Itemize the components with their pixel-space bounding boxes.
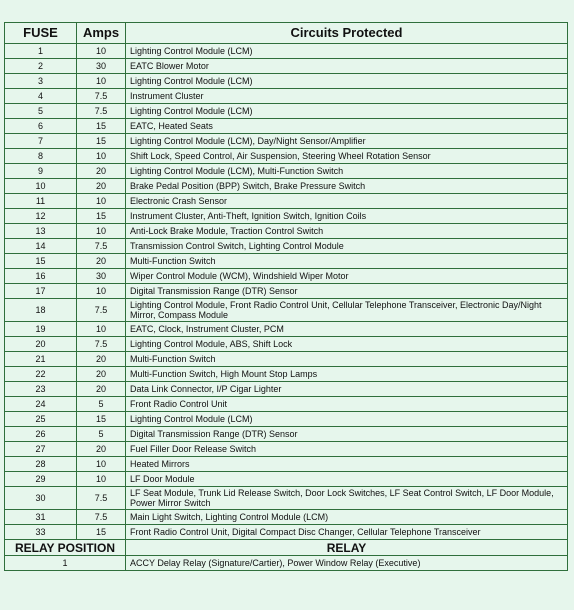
fuse-amps: 7.5	[77, 89, 126, 104]
fuse-number: 9	[5, 164, 77, 179]
fuse-amps: 10	[77, 322, 126, 337]
fuse-amps: 10	[77, 224, 126, 239]
fuse-circuits: Front Radio Control Unit	[126, 397, 568, 412]
fuse-amps: 20	[77, 179, 126, 194]
fuse-amps: 7.5	[77, 239, 126, 254]
fuse-row	[5, 382, 568, 397]
fuse-circuits: EATC, Heated Seats	[126, 119, 568, 134]
fuse-row	[5, 44, 568, 59]
fuse-circuits: Lighting Control Module (LCM)	[126, 412, 568, 427]
fuse-number: 11	[5, 194, 77, 209]
fuse-row	[5, 397, 568, 412]
fuse-amps: 10	[77, 457, 126, 472]
fuse-row	[5, 134, 568, 149]
fuse-amps: 30	[77, 269, 126, 284]
fuse-circuits: Multi-Function Switch, High Mount Stop Lamps	[126, 367, 568, 382]
fuse-amps: 5	[77, 427, 126, 442]
fuse-row	[5, 472, 568, 487]
fuse-row	[5, 149, 568, 164]
fuse-circuits: LF Seat Module, Trunk Lid Release Switch, Door Lock Switches, LF Seat Control Switch, LF Door Module, Power Mirror Switch	[126, 487, 568, 510]
fuse-amps: 10	[77, 44, 126, 59]
fuse-circuits: Anti-Lock Brake Module, Traction Control Switch	[126, 224, 568, 239]
fuse-amps: 10	[77, 74, 126, 89]
fuse-row	[5, 74, 568, 89]
fuse-number: 4	[5, 89, 77, 104]
header-row	[5, 23, 568, 44]
fuse-row	[5, 487, 568, 510]
fuse-number: 21	[5, 352, 77, 367]
fuse-row	[5, 337, 568, 352]
fuse-rows	[5, 44, 568, 540]
fuse-circuits: Lighting Control Module (LCM)	[126, 74, 568, 89]
fuse-circuits: EATC Blower Motor	[126, 59, 568, 74]
fuse-row	[5, 442, 568, 457]
fuse-circuits: Lighting Control Module (LCM)	[126, 44, 568, 59]
fuse-number: 30	[5, 487, 77, 510]
fuse-circuits: Electronic Crash Sensor	[126, 194, 568, 209]
fuse-amps: 20	[77, 382, 126, 397]
fuse-row	[5, 269, 568, 284]
relay-row	[5, 556, 568, 571]
fuse-circuits: Instrument Cluster, Anti-Theft, Ignition Switch, Ignition Coils	[126, 209, 568, 224]
fuse-amps: 5	[77, 397, 126, 412]
relay-rows	[5, 556, 568, 571]
fuse-row	[5, 352, 568, 367]
relay-header: RELAY	[126, 540, 568, 556]
fuse-row	[5, 284, 568, 299]
fuse-row	[5, 457, 568, 472]
fuse-number: 6	[5, 119, 77, 134]
fuse-circuits: Multi-Function Switch	[126, 254, 568, 269]
relay-position-header: RELAY POSITION	[5, 540, 126, 556]
relay-header-row	[5, 540, 568, 556]
fuse-amps: 10	[77, 149, 126, 164]
fuse-number: 16	[5, 269, 77, 284]
fuse-number: 7	[5, 134, 77, 149]
fuse-number: 3	[5, 74, 77, 89]
fuse-circuits: Lighting Control Module (LCM), Multi-Function Switch	[126, 164, 568, 179]
fuse-circuits: LF Door Module	[126, 472, 568, 487]
fuse-number: 12	[5, 209, 77, 224]
fuse-row	[5, 164, 568, 179]
fuse-number: 28	[5, 457, 77, 472]
fuse-table	[4, 22, 568, 571]
fuse-amps: 10	[77, 194, 126, 209]
fuse-circuits: Main Light Switch, Lighting Control Module (LCM)	[126, 510, 568, 525]
fuse-number: 25	[5, 412, 77, 427]
fuse-amps: 30	[77, 59, 126, 74]
fuse-row	[5, 322, 568, 337]
fuse-amps: 15	[77, 525, 126, 540]
fuse-amps: 7.5	[77, 487, 126, 510]
fuse-amps: 7.5	[77, 337, 126, 352]
fuse-circuits: Digital Transmission Range (DTR) Sensor	[126, 284, 568, 299]
fuse-circuits: Lighting Control Module (LCM)	[126, 104, 568, 119]
fuse-circuits: Lighting Control Module, ABS, Shift Lock	[126, 337, 568, 352]
fuse-amps: 20	[77, 367, 126, 382]
relay-description: ACCY Delay Relay (Signature/Cartier), Power Window Relay (Executive)	[126, 556, 568, 571]
fuse-row	[5, 254, 568, 269]
fuse-circuits: Transmission Control Switch, Lighting Control Module	[126, 239, 568, 254]
fuse-number: 20	[5, 337, 77, 352]
fuse-amps: 7.5	[77, 104, 126, 119]
fuse-row	[5, 427, 568, 442]
fuse-row	[5, 59, 568, 74]
fuse-amps: 15	[77, 412, 126, 427]
fuse-amps: 20	[77, 352, 126, 367]
fuse-amps: 7.5	[77, 299, 126, 322]
fuse-circuits: Heated Mirrors	[126, 457, 568, 472]
fuse-circuits: Lighting Control Module (LCM), Day/Night Sensor/Amplifier	[126, 134, 568, 149]
fuse-row	[5, 224, 568, 239]
fuse-row	[5, 209, 568, 224]
fuse-circuits: Shift Lock, Speed Control, Air Suspension, Steering Wheel Rotation Sensor	[126, 149, 568, 164]
fuse-circuits: Multi-Function Switch	[126, 352, 568, 367]
fuse-circuits: Lighting Control Module, Front Radio Control Unit, Cellular Telephone Transceiver, Electronic Day/Night Mirror, Compass Module	[126, 299, 568, 322]
amps-column-header: Amps	[77, 23, 126, 44]
fuse-row	[5, 525, 568, 540]
fuse-number: 29	[5, 472, 77, 487]
fuse-circuits: Digital Transmission Range (DTR) Sensor	[126, 427, 568, 442]
fuse-row	[5, 104, 568, 119]
fuse-circuits: Front Radio Control Unit, Digital Compact Disc Changer, Cellular Telephone Transceiver	[126, 525, 568, 540]
fuse-row	[5, 510, 568, 525]
fuse-number: 5	[5, 104, 77, 119]
fuse-number: 26	[5, 427, 77, 442]
relay-position: 1	[5, 556, 126, 571]
fuse-circuits: Wiper Control Module (WCM), Windshield Wiper Motor	[126, 269, 568, 284]
fuse-amps: 7.5	[77, 510, 126, 525]
fuse-row	[5, 412, 568, 427]
circuits-column-header: Circuits Protected	[126, 23, 568, 44]
fuse-row	[5, 89, 568, 104]
fuse-amps: 20	[77, 442, 126, 457]
fuse-number: 8	[5, 149, 77, 164]
fuse-number: 23	[5, 382, 77, 397]
fuse-amps: 15	[77, 134, 126, 149]
fuse-amps: 20	[77, 254, 126, 269]
fuse-circuits: Fuel Filler Door Release Switch	[126, 442, 568, 457]
fuse-number: 15	[5, 254, 77, 269]
fuse-number: 19	[5, 322, 77, 337]
fuse-row	[5, 119, 568, 134]
fuse-amps: 10	[77, 472, 126, 487]
fuse-number: 10	[5, 179, 77, 194]
fuse-number: 27	[5, 442, 77, 457]
fuse-number: 2	[5, 59, 77, 74]
fuse-number: 24	[5, 397, 77, 412]
fuse-column-header: FUSE	[5, 23, 77, 44]
fuse-number: 1	[5, 44, 77, 59]
fuse-number: 14	[5, 239, 77, 254]
fuse-amps: 10	[77, 284, 126, 299]
fuse-row	[5, 179, 568, 194]
fuse-circuits: Instrument Cluster	[126, 89, 568, 104]
fuse-circuits: EATC, Clock, Instrument Cluster, PCM	[126, 322, 568, 337]
fuse-number: 18	[5, 299, 77, 322]
fuse-amps: 15	[77, 119, 126, 134]
fuse-row	[5, 239, 568, 254]
fuse-circuits: Data Link Connector, I/P Cigar Lighter	[126, 382, 568, 397]
fuse-number: 13	[5, 224, 77, 239]
fuse-number: 31	[5, 510, 77, 525]
fuse-circuits: Brake Pedal Position (BPP) Switch, Brake Pressure Switch	[126, 179, 568, 194]
fuse-row	[5, 299, 568, 322]
fuse-amps: 20	[77, 164, 126, 179]
fuse-row	[5, 194, 568, 209]
fuse-number: 22	[5, 367, 77, 382]
fuse-number: 17	[5, 284, 77, 299]
fuse-number: 33	[5, 525, 77, 540]
fuse-row	[5, 367, 568, 382]
fuse-amps: 15	[77, 209, 126, 224]
